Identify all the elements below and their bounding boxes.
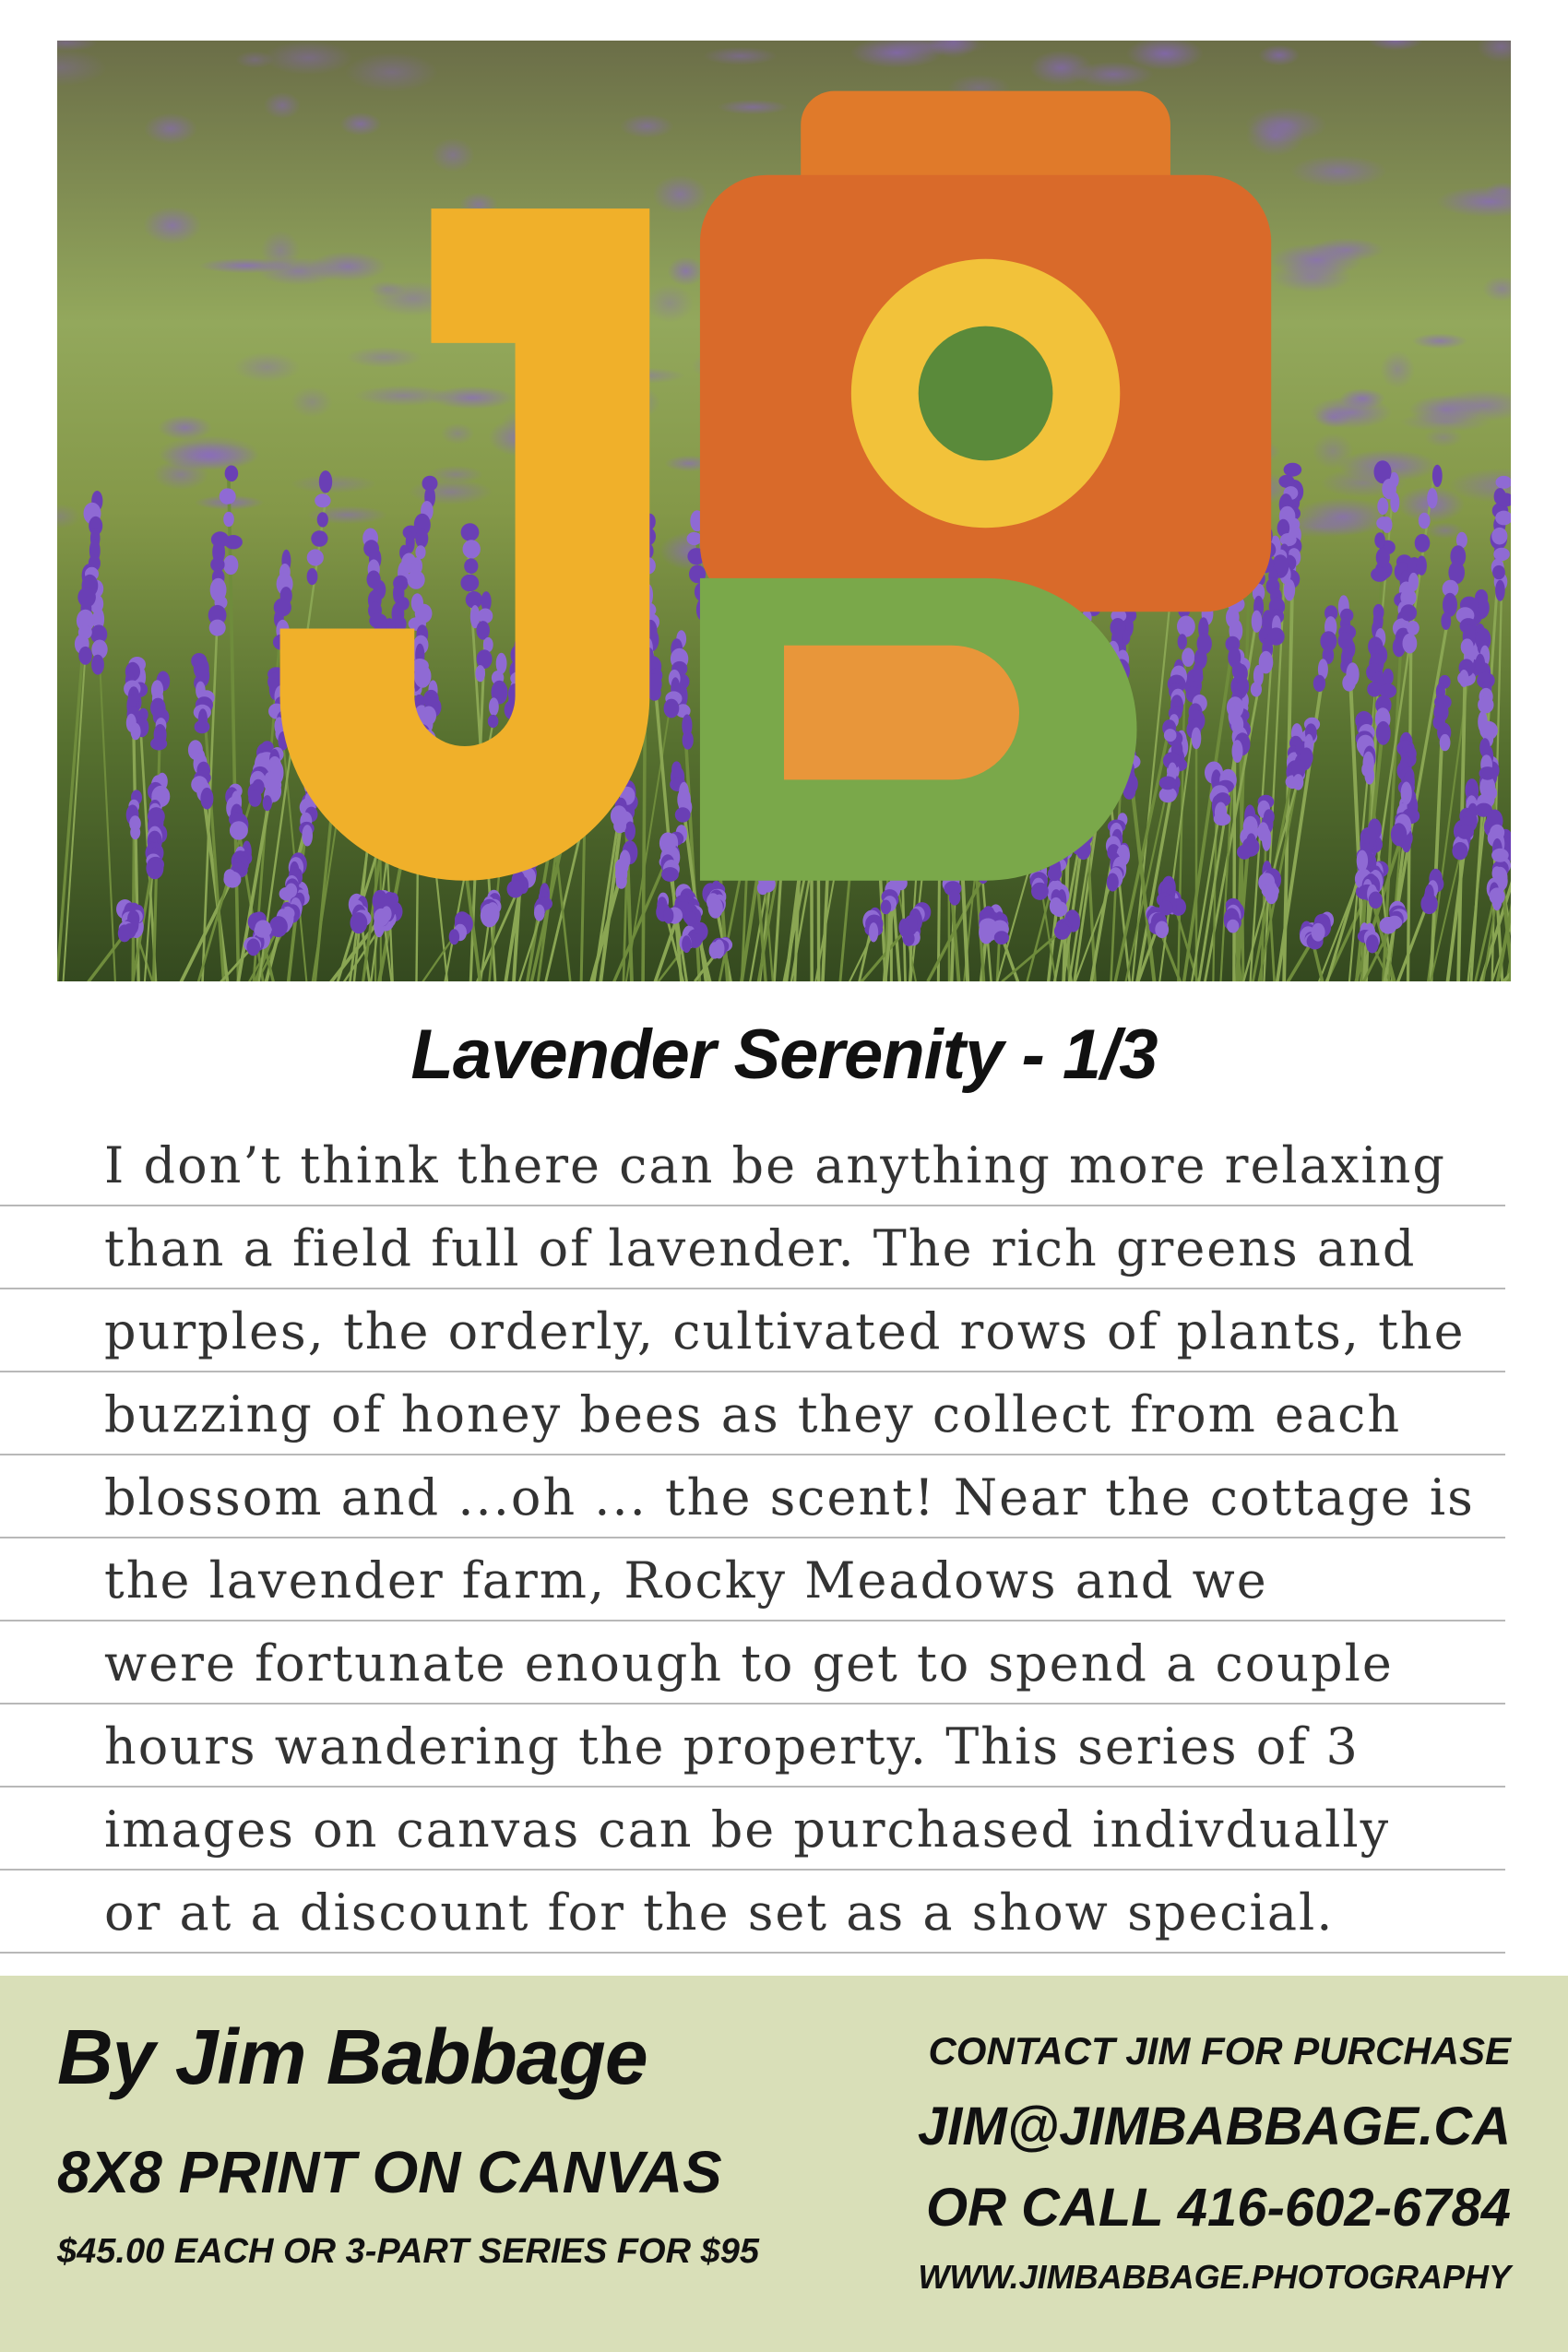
jb-camera-logo <box>57 41 1511 981</box>
description-line: buzzing of honey bees as they collect from each <box>104 1385 1402 1443</box>
ruled-line <box>0 1454 1505 1455</box>
ruled-line <box>0 1288 1505 1289</box>
contact-email[interactable]: JIM@JIMBABBAGE.CA <box>917 2097 1511 2156</box>
contact-phone[interactable]: OR CALL 416-602-6784 <box>925 2178 1511 2238</box>
description-line: hours wandering the property. This series of 3 <box>104 1717 1360 1776</box>
lavender-field-photo <box>57 41 1511 981</box>
description-text <box>0 1123 1522 1954</box>
price-text: $45.00 EACH OR 3-PART SERIES FOR $95 <box>57 2232 759 2271</box>
ruled-line <box>0 1869 1505 1871</box>
product-description: 8X8 PRINT ON CANVAS <box>57 2139 722 2205</box>
ruled-line <box>0 1371 1505 1372</box>
description-line: were fortunate enough to get to spend a couple <box>104 1634 1394 1693</box>
ruled-line <box>0 1952 1505 1954</box>
description-line: images on canvas can be purchased indivdually <box>104 1800 1391 1859</box>
page-title: Lavender Serenity - 1/3 <box>410 1016 1158 1094</box>
website-link[interactable]: WWW.JIMBABBAGE.PHOTOGRAPHY <box>918 2258 1511 2296</box>
author-byline: By Jim Babbage <box>57 2013 647 2100</box>
description-line: or at a discount for the set as a show special. <box>104 1883 1335 1942</box>
contact-heading: CONTACT JIM FOR PURCHASE <box>928 2029 1511 2073</box>
description-line: I don’t think there can be anything more relaxing <box>104 1136 1446 1194</box>
ruled-line <box>0 1205 1505 1206</box>
ruled-line <box>0 1703 1505 1705</box>
ruled-line <box>0 1537 1505 1538</box>
ruled-line <box>0 1620 1505 1621</box>
description-line: the lavender farm, Rocky Meadows and we <box>104 1551 1268 1610</box>
description-line: blossom and ...oh ... the scent! Near the cottage is <box>104 1468 1475 1526</box>
ruled-line <box>0 1786 1505 1788</box>
description-line: purples, the orderly, cultivated rows of plants, the <box>104 1302 1466 1360</box>
description-line: than a field full of lavender. The rich greens and <box>104 1219 1417 1277</box>
